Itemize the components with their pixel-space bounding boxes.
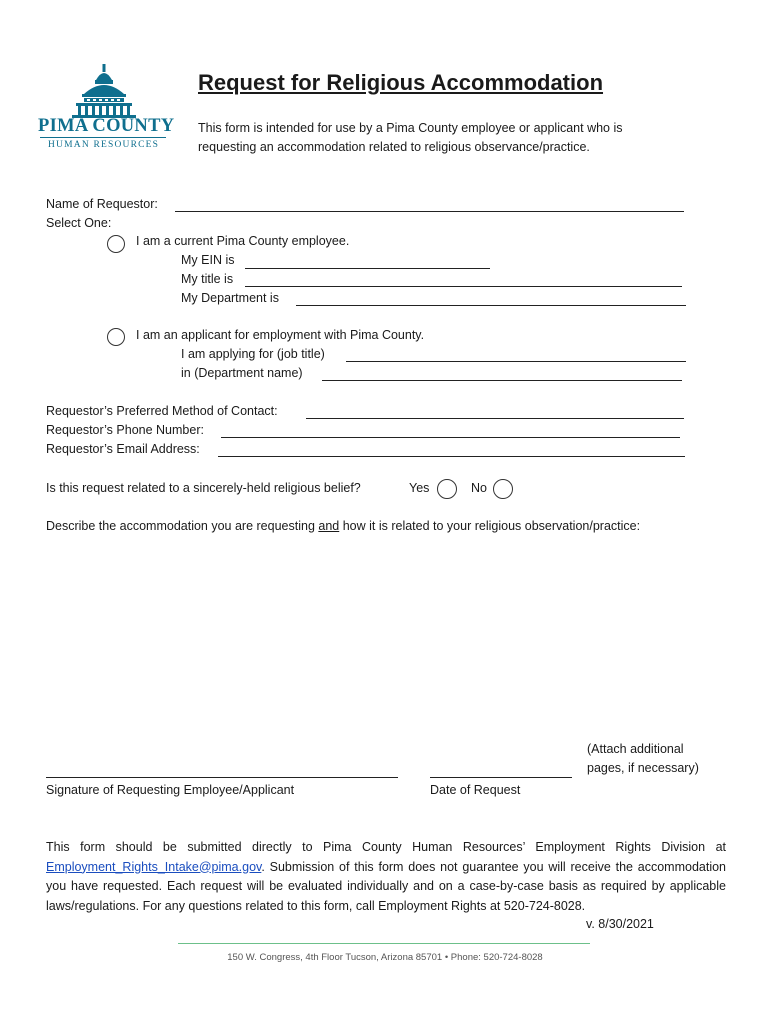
footer-rule [178, 943, 590, 944]
employment-rights-email-link[interactable]: Employment_Rights_Intake@pima.gov [46, 859, 262, 874]
pima-county-logo [38, 62, 175, 157]
department-name-field[interactable] [322, 380, 682, 381]
date-line[interactable] [430, 777, 572, 778]
applying-for-label: I am applying for (job title) [181, 347, 325, 361]
logo-divider [40, 137, 166, 138]
department-field[interactable] [296, 305, 686, 306]
applicant-option-label: I am an applicant for employment with Pima County. [136, 328, 425, 342]
title-label: My title is [181, 272, 234, 286]
describe-prompt-start: Describe the accommodation you are requesting [46, 519, 319, 533]
name-field[interactable] [175, 211, 684, 212]
accommodation-description-area[interactable] [46, 542, 726, 732]
applying-for-field[interactable] [346, 361, 686, 362]
logo-title: PIMA COUNTY [38, 116, 175, 136]
signature-label: Signature of Requesting Employee/Applicant [46, 783, 295, 797]
footer-address: 150 W. Congress, 4th Floor Tucson, Arizona 85701 • Phone: 520-724-8028 [227, 952, 543, 963]
courthouse-dome-icon [38, 62, 170, 118]
belief-question: Is this request related to a sincerely-held religious belief? [46, 481, 361, 495]
page-title: Request for Religious Accommodation [198, 70, 604, 95]
ein-field[interactable] [245, 268, 490, 269]
phone-field[interactable] [221, 437, 680, 438]
ein-label: My EIN is [181, 253, 235, 267]
describe-prompt-end: how it is related to your religious observation/practice: [339, 519, 641, 533]
signature-line[interactable] [46, 777, 398, 778]
intro-text-line-1: This form is intended for use by a Pima County employee or applicant who is [198, 121, 623, 135]
logo-subtitle: HUMAN RESOURCES [48, 140, 160, 150]
department-label: My Department is [181, 291, 279, 305]
job-title-field[interactable] [245, 286, 682, 287]
intro-text-line-2: requesting an accommodation related to religious observance/practice. [198, 140, 590, 154]
contact-method-field[interactable] [306, 418, 684, 419]
employee-option-label: I am a current Pima County employee. [136, 234, 350, 248]
attach-note-line-2: pages, if necessary) [587, 761, 699, 775]
yes-label: Yes [409, 481, 430, 495]
email-field[interactable] [218, 456, 685, 457]
phone-label: Requestor’s Phone Number: [46, 423, 204, 437]
no-label: No [471, 481, 487, 495]
version-label: v. 8/30/2021 [586, 917, 654, 931]
contact-method-label: Requestor’s Preferred Method of Contact: [46, 404, 278, 418]
employee-radio[interactable] [107, 235, 125, 253]
no-radio[interactable] [493, 479, 513, 499]
instructions-end: . Submission of this form does not guarantee you will receive the accommodation you have requested. Each request will be evaluated individually and on a case-by-case basis as required by applicable laws/regulations. For any questions related to this form, call Employment Rights at 520-724-8028. [46, 859, 726, 913]
instructions-start: This form should be submitted directly to Pima County Human Resources’ Employment Rights Division at [46, 840, 726, 854]
department-name-label: in (Department name) [181, 366, 303, 380]
email-label: Requestor’s Email Address: [46, 442, 200, 456]
select-one-label: Select One: [46, 216, 112, 230]
applicant-radio[interactable] [107, 328, 125, 346]
attach-note-line-1: (Attach additional [587, 742, 684, 756]
yes-radio[interactable] [437, 479, 457, 499]
name-label: Name of Requestor: [46, 197, 158, 211]
date-label: Date of Request [430, 783, 521, 797]
describe-prompt [46, 519, 640, 534]
describe-prompt-and: and [318, 519, 340, 533]
submission-instructions [46, 838, 726, 916]
